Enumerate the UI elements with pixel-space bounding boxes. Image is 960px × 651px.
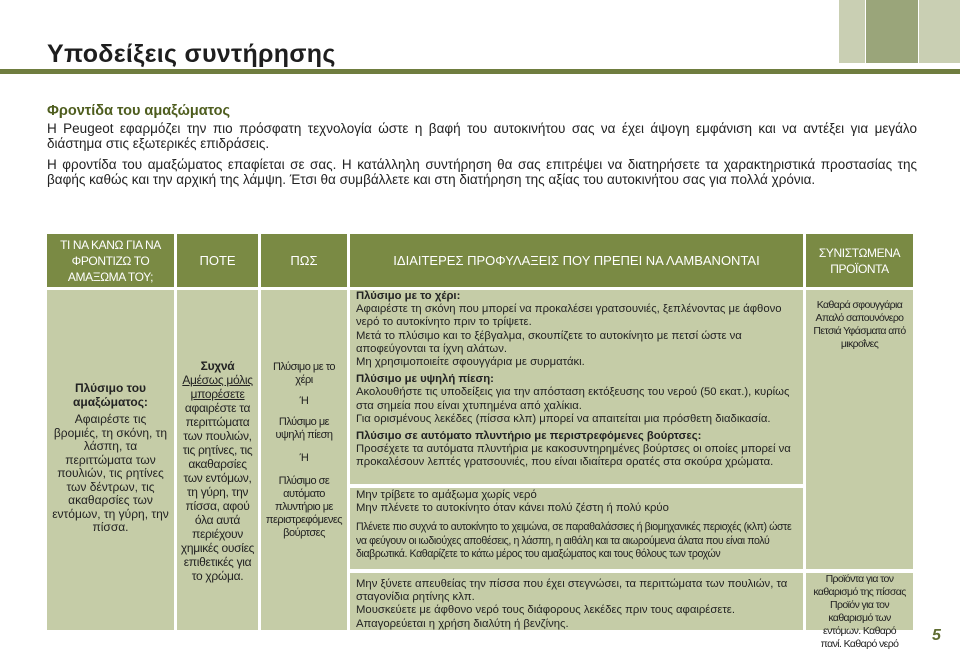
prec-general-text: Μην τρίβετε το αμάξωμα χωρίς νερό xyxy=(356,489,537,501)
intro-section xyxy=(47,104,917,193)
what-cell xyxy=(51,382,170,535)
prec-hand-text: Μετά το πλύσιμο και το ξέβγαλμα, σκουπίζετε το αυτοκίνητο με πετσί ώστε να αποφεύγονται τα ίχνη αλάτων. xyxy=(356,329,742,355)
how-or: Ή xyxy=(299,452,309,464)
header-decoration-bar xyxy=(866,0,918,63)
header-products: ΣΥΝΙΣΤΩΜΕΝΑ ΠΡΟΪΟΝΤΑ xyxy=(806,234,913,287)
page-title: Υποδείξεις συντήρησης xyxy=(47,40,336,68)
prec-hand-title: Πλύσιμο με το χέρι: xyxy=(356,290,461,302)
prec-hand-text: Μη χρησιμοποιείτε σφουγγάρια με συρματάκι. xyxy=(356,356,585,369)
when-frequency: Συχνά xyxy=(200,359,235,373)
header-what: ΤΙ ΝΑ ΚΑΝΩ ΓΙΑ ΝΑ ΦΡΟΝΤΙΖΩ ΤΟ ΑΜΑΞΩΜΑ ΤΟΥ; xyxy=(47,234,174,287)
when-text: αφαιρέστε τα περιττώματα των πουλιών, τις ρητίνες, τις ακαθαρσίες των εντόμων, τη γύρη, την πίσσα, αφού όλα αυτά περιέχουν χημικές ουσίες επιθετικές για το χρώμα. xyxy=(180,401,255,583)
what-title: Πλύσιμο του αμαξώματος: xyxy=(73,381,148,409)
header-how: ΠΩΣ xyxy=(261,234,347,287)
prec-pressure-text: Για ορισμένους λεκέδες (πίσσα κλπ) μπορεί να απαιτείται μια πρόσθετη διαδικασία. xyxy=(356,412,771,425)
prec-automatic-title: Πλύσιμο σε αυτόματο πλυντήριο με περιστρεφόμενες βούρτσες: xyxy=(356,430,702,443)
prec-tar-text: Απαγορεύεται η χρήση διαλύτη ή βενζίνης. xyxy=(356,617,569,630)
products-bottom: Προϊόντα για τον καθαρισμό της πίσσας Προϊόν για τον καθαρισμό των εντόμων. Καθαρό πανί. Καθαρό νερό xyxy=(813,573,906,650)
prec-general-text: Πλένετε πιο συχνά το αυτοκίνητο το χειμώνα, σε παραθαλάσσιες ή βιομηχανικές περιοχές (κλπ) ώστε να φεύγουν οι ιωδιούχες αποθέσεις, η λάσπη, η αιθάλη και τα αιωρούμενα άλατα που είναι πολύ διαβρωτικά. Καθαρίζετε το κάτω μέρος του αμαξώματος και τους θόλους των τροχών xyxy=(356,521,792,560)
prec-pressure-text: Ακολουθήστε τις υποδείξεις για την απόσταση εκτόξευσης του νερού (50 εκατ.), κυρίως στα σημεία που είναι χτυπημένα από χαλίκια. xyxy=(356,386,790,412)
precautions-block-1 xyxy=(356,290,796,470)
prec-general-text: Μην πλένετε το αυτοκίνητο όταν κάνει πολύ ζέστη ή πολύ κρύο xyxy=(356,502,669,515)
prec-automatic-text: Προσέχετε τα αυτόματα πλυντήρια με κακοσυντηρημένες βούρτσες οι οποίες μπορεί να προκαλέσουν λεπτές γρατσουνιές, που είναι ιδιαίτερα ορατές στα σκούρα χρώματα. xyxy=(356,443,791,469)
products-top: Καθαρά σφουγγάρια Απαλό σαπουνόνερο Πετσιά Υφάσματα από μικροΐνες xyxy=(813,299,906,350)
row-separator xyxy=(350,484,803,488)
prec-hand-text: Αφαιρέστε τη σκόνη που μπορεί να προκαλέσει γρατσουνιές, ξεπλένοντας με άφθονο νερό το αυτοκίνητο πριν το τρίψετε. xyxy=(356,303,782,329)
header-decoration-bar xyxy=(919,0,960,63)
intro-heading: Φροντίδα του αμαξώματος xyxy=(47,103,231,119)
title-underline xyxy=(0,69,960,74)
what-text: Αφαιρέστε τις βρομιές, τη σκόνη, τη λάσπη, τα περιττώματα των πουλιών, τις ρητίνες των δέντρων, τις ακαθαρσίες των εντόμων, τη γύρη, την πίσσα. xyxy=(52,412,169,534)
prec-pressure-title: Πλύσιμο με υψηλή πίεση: xyxy=(356,373,494,386)
header-decoration-bar xyxy=(839,0,865,63)
precautions-block-3 xyxy=(356,578,796,631)
header-when: ΠΟΤΕ xyxy=(177,234,258,287)
intro-paragraph: Η Peugeot εφαρμόζει την πιο πρόσφατη τεχνολογία ώστε η βαφή του αυτοκινήτου σας να έχει άψογη εμφάνιση και να αντέξει για μεγάλο διάστημα στις εξωτερικές επιδράσεις. xyxy=(47,121,917,151)
how-cell xyxy=(264,361,344,540)
precautions-block-2 xyxy=(356,489,796,561)
header-precautions: ΙΔΙΑΙΤΕΡΕΣ ΠΡΟΦΥΛΑΞΕΙΣ ΠΟΥ ΠΡΕΠΕΙ ΝΑ ΛΑΜΒΑΝΟΝΤΑΙ xyxy=(350,234,803,287)
intro-paragraph: Η φροντίδα του αμαξώματος επαφίεται σε σας. Η κατάλληλη συντήρηση θα σας επιτρέψει να διατηρήσετε τα χαρακτηριστικά προστασίας της βαφής καθώς και την αρχική της λάμψη. Έτσι θα συμβάλλετε και στη διατήρηση της αξίας του αυτοκινήτου σας για πολλά χρόνια. xyxy=(47,157,917,187)
row-separator xyxy=(350,569,803,573)
how-or: Ή xyxy=(299,395,309,407)
prec-tar-text: Μουσκεύετε με άφθονο νερό τους διάφορους λεκέδες πριν τους αφαιρέσετε. xyxy=(356,604,735,617)
how-method-automatic: Πλύσιμο σε αυτόματο πλυντήριο με περιστρεφόμενες βούρτσες xyxy=(265,475,343,539)
when-immediately: Αμέσως μόλις μπορέσετε xyxy=(182,373,253,401)
prec-tar-text: Μην ξύνετε απευθείας την πίσσα που έχει στεγνώσει, τα περιττώματα των πουλιών, τα σταγονίδια ρητίνης κλπ. xyxy=(356,578,788,604)
how-method-hand: Πλύσιμο με το χέρι xyxy=(272,361,336,386)
page-number: 5 xyxy=(932,627,941,644)
when-cell xyxy=(179,359,256,583)
how-method-pressure: Πλύσιμο με υψηλή πίεση xyxy=(275,416,333,441)
